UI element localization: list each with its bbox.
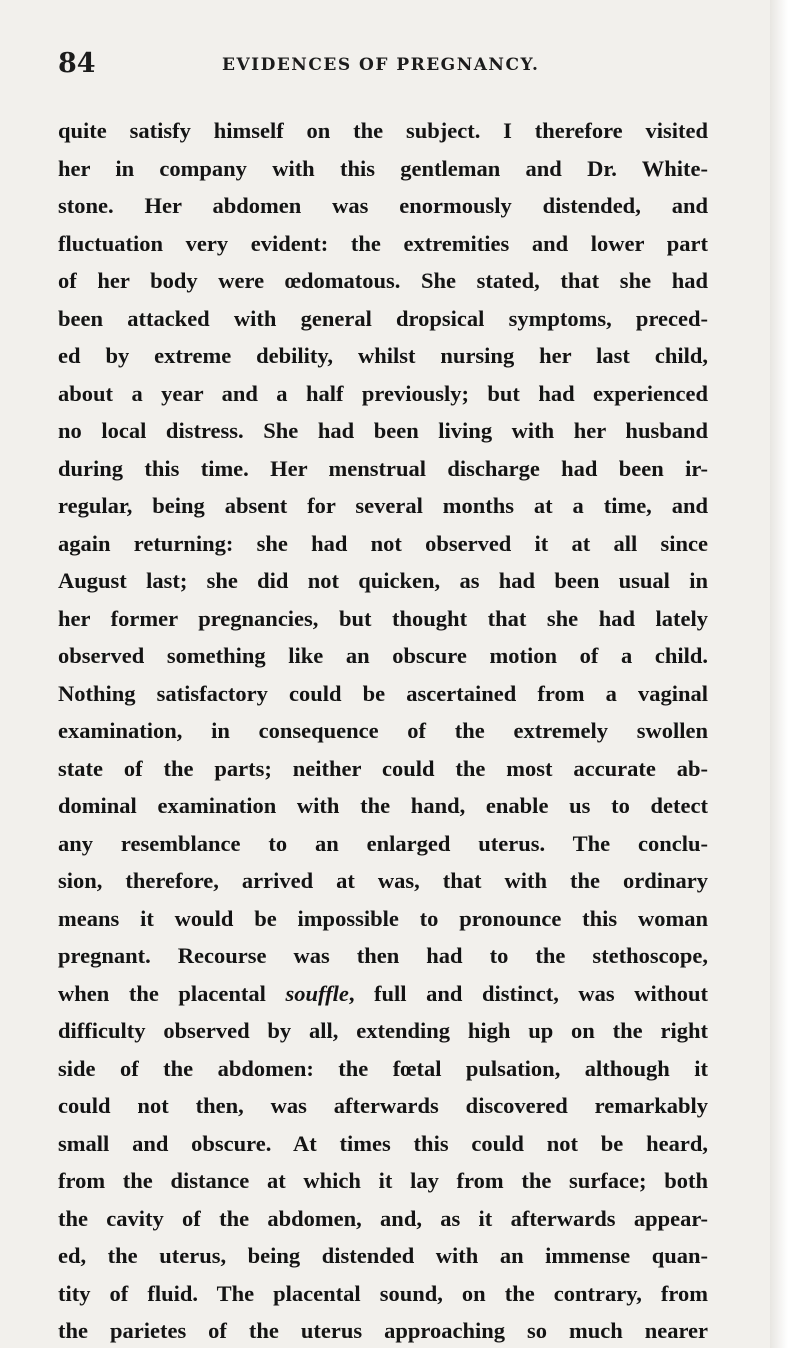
text-line: means it would be impossible to pronounce this woman bbox=[58, 905, 708, 931]
text-line: her former pregnancies, but thought that she had lately bbox=[58, 605, 708, 631]
text-line: difficulty observed by all, extending high up on the right bbox=[58, 1018, 708, 1043]
text-line: no local distress. She had been living with her husband bbox=[58, 418, 708, 443]
text-segment: when the placental bbox=[58, 980, 286, 1006]
text-line: about a year and a half previously; but had experienced bbox=[58, 380, 708, 406]
text-line: pregnant. Recourse was then had to the stethoscope, bbox=[58, 943, 708, 968]
text-line: examination, in consequence of the extremely swollen bbox=[58, 718, 708, 743]
text-line: Nothing satisfactory could be ascertained from a vaginal bbox=[58, 680, 708, 706]
italic-term: souffle bbox=[285, 980, 349, 1006]
text-line: of her body were œdomatous. She stated, that she had bbox=[58, 268, 708, 293]
text-line: August last; she did not quicken, as had been usual in bbox=[58, 568, 708, 593]
text-line: again returning: she had not observed it at all since bbox=[58, 530, 708, 556]
text-line: side of the abdomen: the fœtal pulsation, although it bbox=[58, 1055, 708, 1081]
text-segment: , full and distinct, was without bbox=[348, 980, 709, 1006]
page-edge bbox=[770, 0, 800, 1348]
text-line: observed something like an obscure motion of a child. bbox=[58, 643, 708, 668]
text-line: fluctuation very evident: the extremities and lower part bbox=[58, 230, 708, 256]
text-line: state of the parts; neither could the most accurate ab- bbox=[58, 755, 708, 781]
text-line: stone. Her abdomen was enormously distended, and bbox=[58, 193, 708, 218]
text-line: sion, therefore, arrived at was, that with the ordinary bbox=[58, 868, 708, 893]
running-head: EVIDENCES OF PREGNANCY. bbox=[222, 55, 540, 75]
text-line: tity of fluid. The placental sound, on the contrary, from bbox=[58, 1280, 708, 1306]
text-line: from the distance at which it lay from the surface; both bbox=[58, 1168, 708, 1193]
text-line: the cavity of the abdomen, and, as it afterwards appear- bbox=[58, 1205, 708, 1231]
text-line: been attacked with general dropsical symptoms, preced- bbox=[58, 305, 708, 331]
text-line: ed, the uterus, being distended with an immense quan- bbox=[58, 1243, 708, 1268]
text-line: the parietes of the uterus approaching so much nearer bbox=[58, 1318, 708, 1343]
body-text bbox=[58, 112, 708, 1348]
text-line: ed by extreme debility, whilst nursing her last child, bbox=[58, 343, 708, 368]
text-line: dominal examination with the hand, enable us to detect bbox=[58, 793, 708, 818]
text-line: during this time. Her menstrual discharge had been ir- bbox=[58, 455, 708, 481]
text-line: any resemblance to an enlarged uterus. The conclu- bbox=[58, 830, 708, 856]
text-line: small and obscure. At times this could not be heard, bbox=[58, 1130, 708, 1156]
text-line: regular, being absent for several months at a time, and bbox=[58, 493, 708, 518]
page-number: 84 bbox=[58, 48, 96, 79]
text-line bbox=[58, 975, 708, 1013]
page-header bbox=[0, 48, 770, 88]
text-line: could not then, was afterwards discovered remarkably bbox=[58, 1093, 708, 1118]
text-line: quite satisfy himself on the subject. I therefore visited bbox=[58, 118, 708, 143]
text-line: her in company with this gentleman and Dr. White- bbox=[58, 155, 708, 181]
